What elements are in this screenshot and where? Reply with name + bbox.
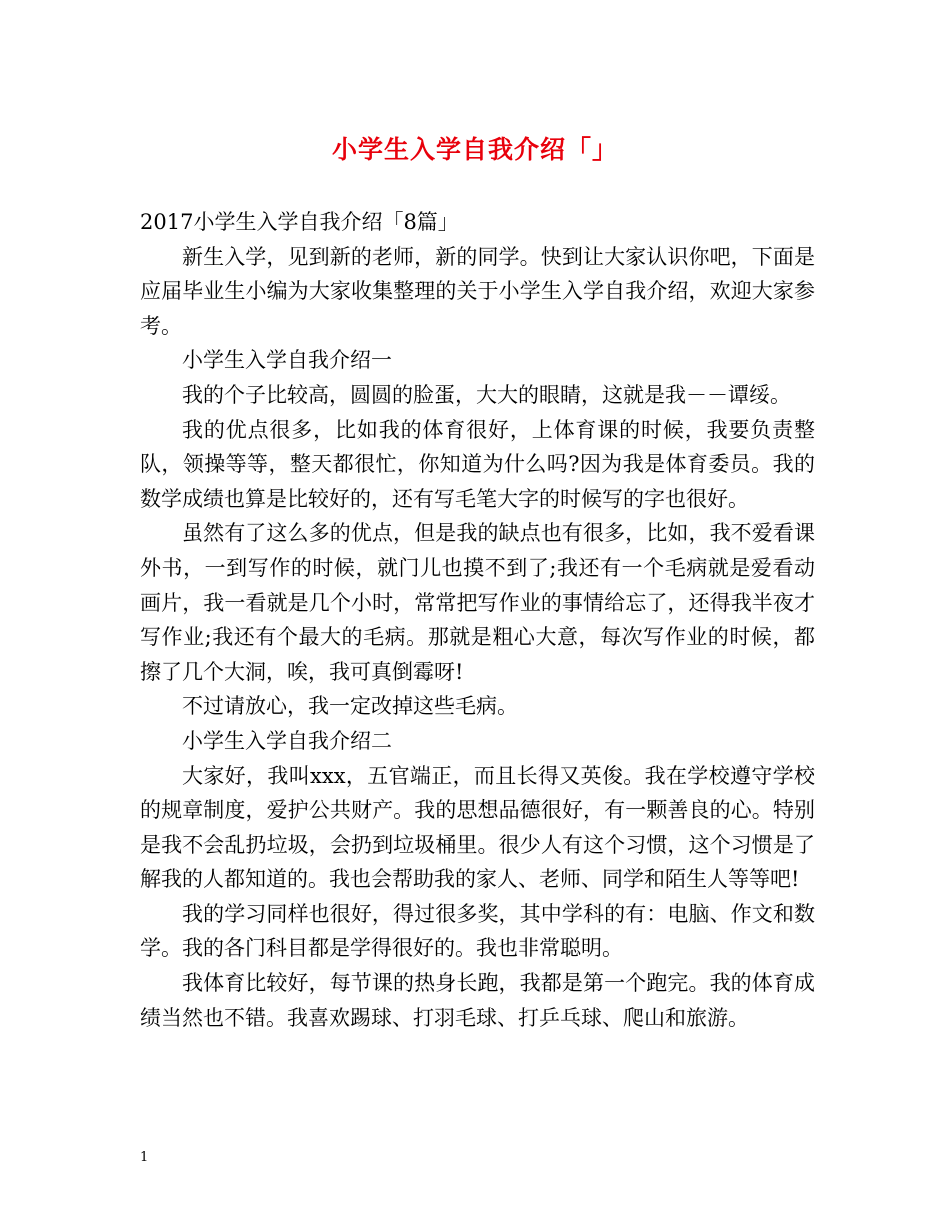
body-paragraph: 我的个子比较高，圆圆的脸蛋，大大的眼睛，这就是我－－谭绥。 [182, 382, 791, 407]
subtitle-paragraph: 2017小学生入学自我介绍「8篇」 [140, 210, 459, 234]
document-body [140, 205, 815, 1035]
section-heading-two: 小学生入学自我介绍二 [182, 728, 392, 753]
body-paragraph: 我的优点很多，比如我的体育很好，上体育课的时候，我要负责整队，领操等等，整天都很忙，你知道为什么吗?因为我是体育委员。我的数学成绩也算是比较好的，还有写毛笔大字的时候写的字也很好。 [140, 417, 815, 511]
body-paragraph: 虽然有了这么多的优点，但是我的缺点也有很多，比如，我不爱看课外书，一到写作的时候，就门儿也摸不到了;我还有一个毛病就是爱看动画片，我一看就是几个小时，常常把写作业的事情给忘了，还得我半夜才写作业;我还有个最大的毛病。那就是粗心大意，每次写作业的时候，都擦了几个大洞，唉，我可真倒霉呀! [140, 521, 815, 684]
page-number: 1 [140, 1150, 149, 1165]
body-paragraph: 我的学习同样也很好，得过很多奖，其中学科的有：电脑、作文和数学。我的各门科目都是学得很好的。我也非常聪明。 [140, 901, 815, 961]
body-paragraph: 不过请放心，我一定改掉这些毛病。 [182, 694, 518, 719]
intro-paragraph: 新生入学，见到新的老师，新的同学。快到让大家认识你吧，下面是应届毕业生小编为大家收集整理的关于小学生入学自我介绍，欢迎大家参考。 [140, 244, 815, 338]
document-title: 小学生入学自我介绍「」 [331, 135, 618, 164]
body-paragraph: 大家好，我叫xxx，五官端正，而且长得又英俊。我在学校遵守学校的规章制度，爱护公共财产。我的思想品德很好，有一颗善良的心。特别是我不会乱扔垃圾，会扔到垃圾桶里。很少人有这个习惯，这个习惯是了解我的人都知道的。我也会帮助我的家人、老师、同学和陌生人等等吧! [140, 763, 815, 892]
body-paragraph: 我体育比较好，每节课的热身长跑，我都是第一个跑完。我的体育成绩当然也不错。我喜欢踢球、打羽毛球、打乒乓球、爬山和旅游。 [140, 971, 815, 1030]
section-heading-one: 小学生入学自我介绍一 [182, 348, 392, 373]
